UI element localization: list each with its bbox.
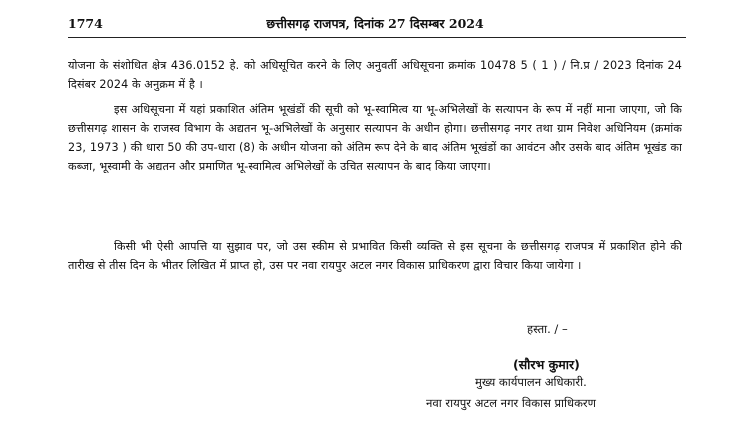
signed-marker: हस्ता. / – (527, 322, 568, 336)
signatory-name: (सौरभ कुमार) (513, 357, 580, 372)
signatory-organisation: नवा रायपुर अटल नगर विकास प्राधिकरण (426, 396, 596, 410)
header-rule (68, 37, 686, 38)
paragraph-2: इस अधिसूचना में यहां प्रकाशित अंतिम भूखंडों की सूची को भू-स्वामित्व या भू-अभिलेखों के सत्यापन के रूप में नहीं माना जाएगा, जो कि छत्तीसगढ़ शासन के राजस्व विभाग के अद्यतन भू-अभिलेखों के अनुसार सत्यापन के अधीन होगा। छत्तीसगढ़ नगर तथा ग्राम निवेश अधिनियम (क्रमांक 23, 1973 ) की धारा 50 की उप-धारा (8) के अधीन योजना को अंतिम रूप देने के बाद अंतिम भूखंडों का आवंटन और उसके बाद अंतिम भूखंड का कब्जा, भूस्वामी के अद्यतन और प्रमाणित भू-स्वामित्व अभिलेखों के उचित सत्यापन के बाद किया जाएगा। (68, 103, 682, 173)
page-header (68, 14, 682, 36)
paragraph-3: किसी भी ऐसी आपत्ति या सुझाव पर, जो उस स्कीम से प्रभावित किसी व्यक्ति से इस सूचना के छत्तीसगढ़ राजपत्र में प्रकाशित होने की तारीख से तीस दिन के भीतर लिखित में प्राप्त हो, उस पर नवा रायपुर अटल नगर विकास प्राधिकरण द्वारा विचार किया जायेगा । (68, 240, 682, 272)
gazette-title: छत्तीसगढ़ राजपत्र, दिनांक 27 दिसम्बर 2024 (266, 16, 484, 31)
page-number: 1774 (68, 16, 103, 31)
paragraph-1: योजना के संशोधित क्षेत्र 436.0152 हे. को अधिसूचित करने के लिए अनुवर्ती अधिसूचना क्रमांक 10478 5 ( 1 ) / नि.प्र / 2023 दिनांक 24 दिसंबर 2024 के अनुक्रम में है । (68, 59, 682, 91)
signatory-designation: मुख्य कार्यपालन अधिकारी. (475, 375, 587, 389)
